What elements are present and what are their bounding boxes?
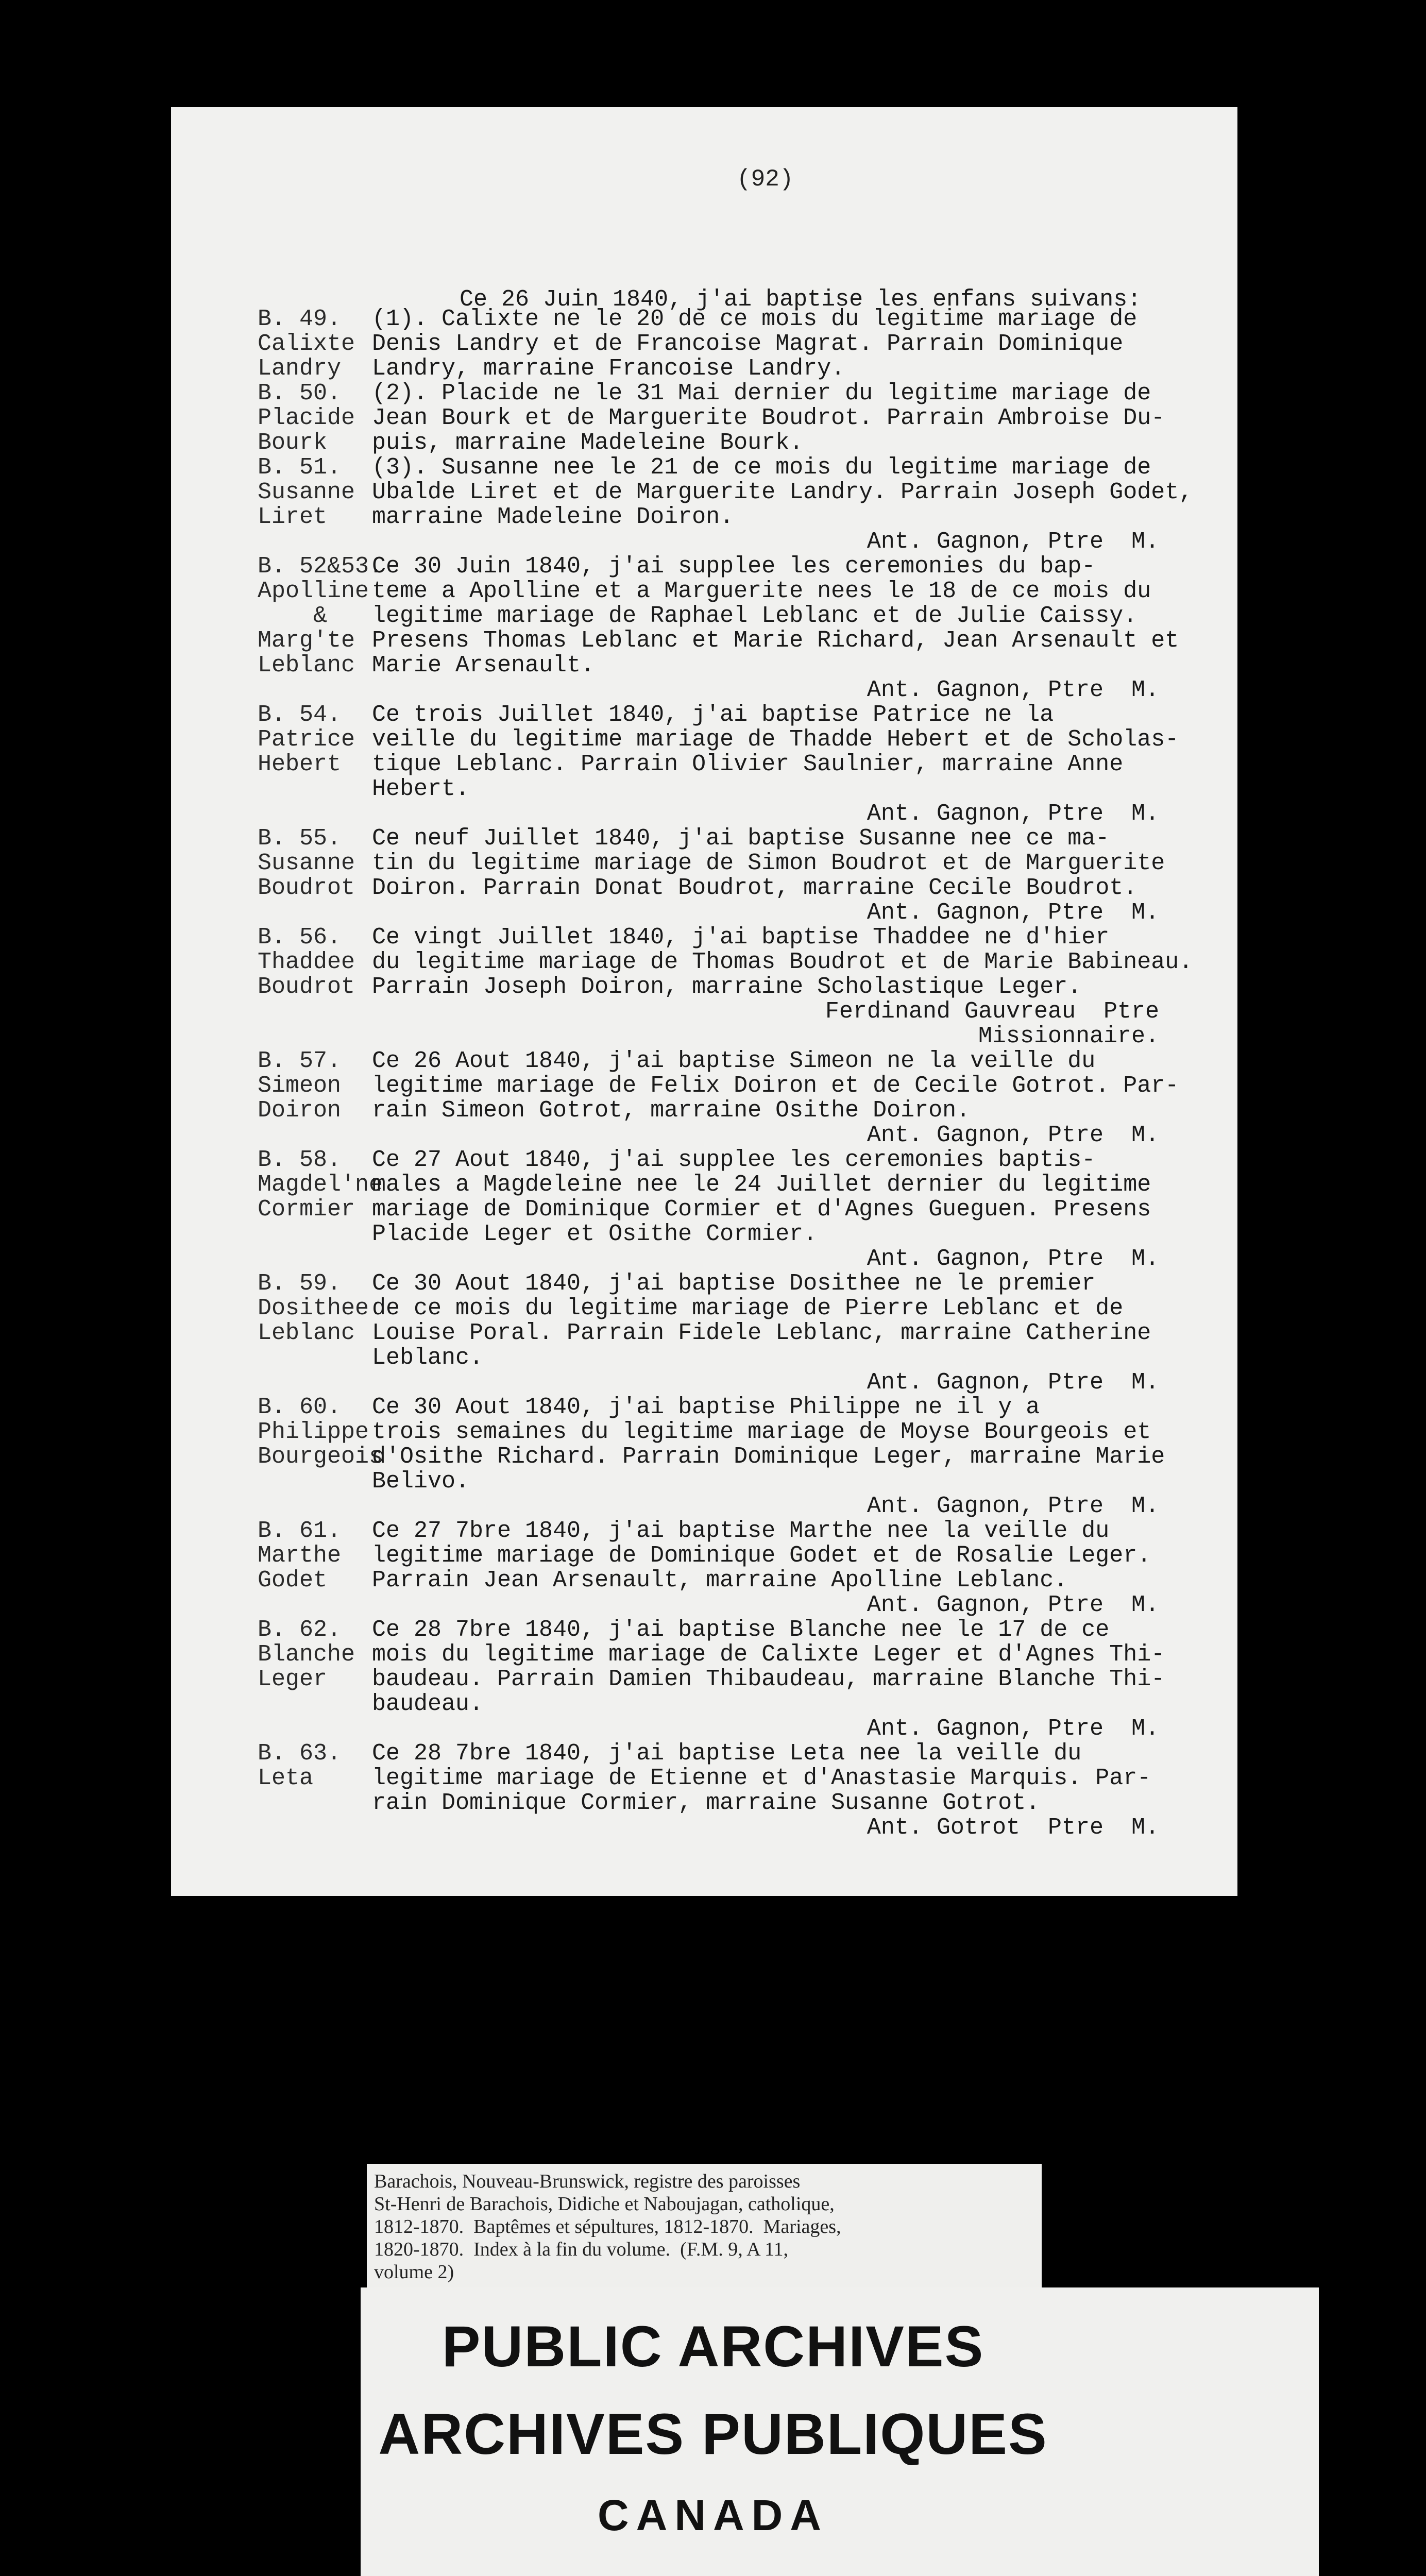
entry-text (372, 554, 1221, 703)
entry-text (372, 381, 1221, 455)
entry-body: Ce 27 Aout 1840, j'ai supplee les ceremonies baptis- males a Magdeleine nee le 24 Juillet dernier du legitime mariage de Dominique Cormier et d'Agnes Gueguen. Presens Placide Leger et Osithe Cormier. (372, 1147, 1151, 1247)
entry-text (372, 1741, 1221, 1840)
entry-body: (2). Placide ne le 31 Mai dernier du legitime mariage de Jean Bourk et de Marguerite Boudrot. Parrain Ambroise Du- puis, marraine Madeleine Bourk. (372, 380, 1165, 456)
entries-list (258, 307, 1221, 1840)
archives-country: CANADA (598, 2491, 828, 2539)
entry-signer: Ant. Gagnon, Ptre M. (867, 1369, 1159, 1396)
entry-reference: B. 60. Philippe Bourgeois (258, 1394, 383, 1470)
entry-text (372, 1148, 1221, 1272)
entry-text (372, 826, 1221, 925)
entry-body: Ce 26 Aout 1840, j'ai baptise Simeon ne la veille du legitime mariage de Felix Doiron et de Cecile Gotrot. Par- rain Simeon Gotrot, marraine Osithe Doiron. (372, 1048, 1179, 1124)
entry-reference: B. 59. Dosithee Leblanc (258, 1270, 369, 1346)
baptism-entry (258, 925, 1221, 1049)
entry-signer: Ant. Gagnon, Ptre M. (867, 1592, 1159, 1618)
baptism-entry (258, 1618, 1221, 1741)
entry-signer: Ant. Gagnon, Ptre M. (867, 801, 1159, 827)
entry-reference: B. 49. Calixte Landry (258, 306, 355, 382)
entry-reference: B. 61. Marthe Godet (258, 1518, 342, 1594)
entry-signer: Ant. Gagnon, Ptre M. (867, 1246, 1159, 1272)
entry-text (372, 1049, 1221, 1148)
baptism-entry (258, 826, 1221, 925)
intro-line: Ce 26 Juin 1840, j'ai baptise les enfans suivans: (460, 286, 1142, 313)
entry-text (372, 1618, 1221, 1741)
archives-title-en: PUBLIC ARCHIVES (442, 2314, 984, 2379)
entry-body: Ce 30 Juin 1840, j'ai supplee les ceremonies du bap- teme a Apolline et a Marguerite nees le 18 de ce mois du legitime mariage de Raphael Leblanc et de Julie Caissy. Presens Thomas Leblanc et Marie Richard, Jean Arsenault et Marie Arsenault. (372, 553, 1179, 679)
entry-signer: Ant. Gagnon, Ptre M. (867, 1493, 1159, 1519)
entry-body: (1). Calixte ne le 20 de ce mois du legitime mariage de Denis Landry et de Francoise Magrat. Parrain Dominique Landry, marraine Francoise Landry. (372, 306, 1138, 382)
entry-body: Ce 28 7bre 1840, j'ai baptise Leta nee la veille du legitime mariage de Etienne et d'Anastasie Marquis. Par- rain Dominique Cormier, marraine Susanne Gotrot. (372, 1740, 1151, 1816)
entry-body: Ce 30 Aout 1840, j'ai baptise Philippe ne il y a trois semaines du legitime mariage de Moyse Bourgeois et d'Osithe Richard. Parrain Dominique Leger, marraine Marie Belivo. (372, 1394, 1165, 1495)
entry-signer: Ant. Gotrot Ptre M. (867, 1815, 1159, 1841)
baptism-entry (258, 1395, 1221, 1519)
baptism-entry (258, 1148, 1221, 1272)
entry-text (372, 1272, 1221, 1395)
entry-reference: B. 57. Simeon Doiron (258, 1048, 342, 1124)
entry-signer: Ant. Gagnon, Ptre M. (867, 529, 1159, 555)
baptism-entry (258, 1741, 1221, 1840)
entry-reference: B. 55. Susanne Boudrot (258, 825, 355, 901)
catalog-label-text: Barachois, Nouveau-Brunswick, registre des paroisses St-Henri de Barachois, Didiche et Naboujagan, catholique, 1812-1870. Baptêmes et sépultures, 1812-1870. Mariages, 1820-1870. Index à la fin du volume. (F.M. 9, A 11, volume 2) (374, 2171, 841, 2283)
entry-body: Ce 30 Aout 1840, j'ai baptise Dosithee ne le premier de ce mois du legitime mariage de Pierre Leblanc et de Louise Poral. Parrain Fidele Leblanc, marraine Catherine Leblanc. (372, 1270, 1151, 1371)
entry-body: Ce trois Juillet 1840, j'ai baptise Patrice ne la veille du legitime mariage de Thadde Hebert et de Scholas- tique Leblanc. Parrain Olivier Saulnier, marraine Anne Hebert. (372, 702, 1179, 802)
baptism-entry (258, 703, 1221, 826)
baptism-entry (258, 307, 1221, 381)
entry-text (372, 925, 1221, 1049)
entry-reference: B. 52&53. Apolline & Marg'te Leblanc (258, 553, 383, 679)
entry-reference: B. 54. Patrice Hebert (258, 702, 355, 777)
page-number: (92) (737, 166, 794, 193)
entry-reference: B. 50. Placide Bourk (258, 380, 355, 456)
entry-text (372, 1395, 1221, 1519)
entry-text (372, 1519, 1221, 1618)
entry-reference: B. 56. Thaddee Boudrot (258, 924, 355, 1000)
entry-body: (3). Susanne nee le 21 de ce mois du legitime mariage de Ubalde Liret et de Marguerite Landry. Parrain Joseph Godet, marraine Madeleine Doiron. (372, 454, 1193, 530)
entry-body: Ce neuf Juillet 1840, j'ai baptise Susanne nee ce ma- tin du legitime mariage de Simon Boudrot et de Marguerite Doiron. Parrain Donat Boudrot, marraine Cecile Boudrot. (372, 825, 1165, 901)
entry-text (372, 307, 1221, 381)
entry-signer: Ant. Gagnon, Ptre M. (867, 900, 1159, 926)
entry-reference: B. 63. Leta (258, 1740, 342, 1791)
entry-reference: B. 51. Susanne Liret (258, 454, 355, 530)
baptism-entry (258, 554, 1221, 703)
baptism-entry (258, 381, 1221, 455)
entry-signer: Ant. Gagnon, Ptre M. (867, 677, 1159, 703)
entry-reference: B. 58. Magdel'ne Cormier (258, 1147, 383, 1223)
archives-title-fr: ARCHIVES PUBLIQUES (378, 2402, 1048, 2466)
entry-body: Ce 28 7bre 1840, j'ai baptise Blanche nee le 17 de ce mois du legitime mariage de Calixte Leger et d'Agnes Thi- baudeau. Parrain Damien Thibaudeau, marraine Blanche Thi- baudeau. (372, 1617, 1165, 1717)
entry-reference: B. 62. Blanche Leger (258, 1617, 355, 1692)
baptism-entry (258, 1272, 1221, 1395)
baptism-entry (258, 1049, 1221, 1148)
baptism-entry (258, 455, 1221, 554)
entry-signer: Ant. Gagnon, Ptre M. (867, 1122, 1159, 1148)
entry-signer: Ant. Gagnon, Ptre M. (867, 1716, 1159, 1742)
entry-text (372, 455, 1221, 554)
entry-text (372, 703, 1221, 826)
entry-body: Ce 27 7bre 1840, j'ai baptise Marthe nee la veille du legitime mariage de Dominique Godet et de Rosalie Leger. Parrain Jean Arsenault, marraine Apolline Leblanc. (372, 1518, 1151, 1594)
entry-signer: Ferdinand Gauvreau Ptre Missionnaire. (825, 998, 1159, 1049)
baptism-entry (258, 1519, 1221, 1618)
entry-body: Ce vingt Juillet 1840, j'ai baptise Thaddee ne d'hier du legitime mariage de Thomas Boudrot et de Marie Babineau. Parrain Joseph Doiron, marraine Scholastique Leger. (372, 924, 1193, 1000)
